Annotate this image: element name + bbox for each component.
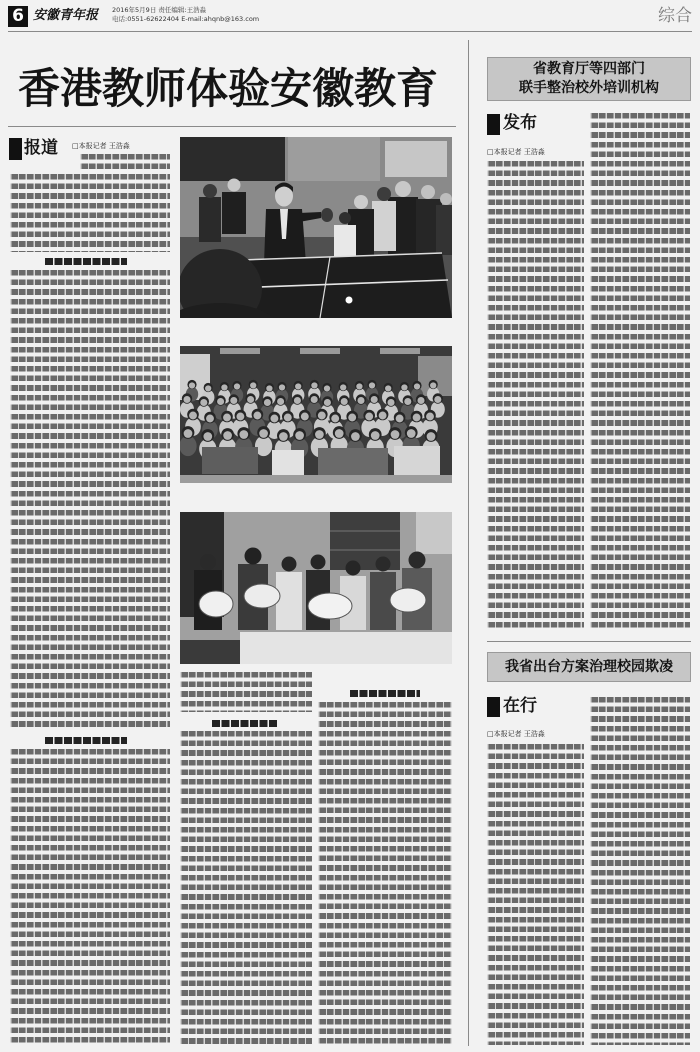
fan [390, 588, 426, 612]
article-subheading [45, 258, 127, 265]
fan [244, 584, 280, 608]
person-body [276, 572, 302, 630]
person-face [331, 415, 339, 423]
person-face [206, 415, 214, 423]
person-face [391, 430, 400, 439]
article-text-column [180, 672, 312, 712]
paddle [321, 208, 333, 222]
banner [318, 448, 388, 475]
person-head [311, 555, 326, 570]
person-face [427, 432, 436, 441]
issue-info [112, 6, 259, 24]
issue-date-editor: 2016年5月9日 责任编辑:王浩淼 [112, 6, 207, 14]
ceiling-light [220, 348, 260, 354]
article-text-column [10, 270, 170, 731]
article-text-column [590, 113, 690, 630]
photo-group [180, 346, 452, 483]
table-shadow [180, 640, 240, 664]
person-face [295, 383, 301, 389]
article-text-column [10, 174, 170, 252]
person-face [371, 396, 378, 403]
person-face [200, 399, 207, 406]
main-headline: 香港教师体验安徽教育 [18, 64, 439, 113]
person-face [396, 415, 404, 423]
article-separator [487, 641, 691, 642]
wall-panel [288, 137, 380, 181]
window [385, 141, 447, 177]
person-head [282, 557, 297, 572]
person-face [295, 431, 304, 440]
person-face [223, 414, 231, 422]
main-article-byline: □本报记者 王浩淼 [72, 142, 130, 150]
side-headline-1-line2: 联手整治校外培训机构 [519, 80, 659, 96]
banner [394, 446, 440, 476]
person-face [239, 430, 248, 439]
person-face [270, 415, 278, 423]
person-face [250, 382, 256, 388]
person-face [223, 431, 232, 440]
column-separator [468, 40, 469, 1046]
person-face [253, 412, 261, 420]
person-face [247, 396, 254, 403]
person-face [189, 412, 197, 420]
issue-contact: 电话:0551-62622404 E-mail:ahqnb@163.com [112, 15, 260, 23]
person-head [409, 552, 426, 569]
page-number: 6 [8, 6, 28, 27]
side-article-1-label: 发布 [503, 113, 537, 133]
person-face [324, 385, 330, 391]
main-article-label: 报道 [24, 138, 58, 158]
person-head [395, 181, 411, 197]
article-subheading [350, 690, 420, 697]
article-text-column [590, 697, 690, 1045]
person-face [357, 397, 364, 404]
person-face [369, 382, 375, 388]
person-face [401, 384, 407, 390]
person-face [434, 396, 441, 403]
person-face [365, 413, 373, 421]
ping-pong-ball [346, 297, 353, 304]
person-face [335, 429, 344, 438]
person-face [264, 399, 271, 406]
person-face [221, 384, 227, 390]
article-text-column [487, 161, 584, 630]
person-face [315, 430, 324, 439]
side-headline-1 [487, 57, 691, 101]
person-face [414, 383, 420, 389]
article-text-column [80, 154, 170, 173]
person-face [324, 399, 331, 406]
side-article-1-byline: □本报记者 王浩淼 [487, 148, 545, 156]
photo-fans [180, 512, 452, 664]
article-text-column [318, 702, 452, 1045]
side-headline-1-line1: 省教育厅等四部门 [533, 61, 645, 77]
article-text-column [180, 731, 312, 1045]
article-subheading [45, 737, 127, 744]
person-face [348, 414, 356, 422]
person-head [376, 557, 391, 572]
person-head [440, 193, 452, 205]
banner [202, 447, 258, 474]
person-face [387, 399, 394, 406]
person-head [377, 187, 391, 201]
person-face [279, 432, 288, 441]
person-face [203, 432, 212, 441]
side-article-2-label: 在行 [503, 696, 537, 716]
section-title: 综合 [658, 6, 692, 26]
fan [308, 593, 352, 619]
section-label-box [9, 138, 22, 160]
person-face [407, 429, 416, 438]
banner [272, 450, 304, 475]
person-face [379, 412, 387, 420]
person-head [228, 179, 241, 192]
person-face [301, 413, 309, 421]
person-face [277, 398, 284, 405]
person-head [200, 554, 216, 570]
newspaper-name: 安徽青年报 [33, 8, 99, 23]
ceiling-light [300, 348, 340, 354]
person-face [284, 414, 292, 422]
article-text-column [10, 749, 170, 1045]
person-face [413, 414, 421, 422]
person-face [217, 398, 224, 405]
person-face [318, 412, 326, 420]
person-face [234, 383, 240, 389]
person-face [183, 396, 190, 403]
person-head [346, 561, 361, 576]
person-face [385, 385, 391, 391]
person-face [351, 432, 360, 441]
person-face [426, 413, 434, 421]
person-face [311, 382, 317, 388]
person-face [356, 383, 362, 389]
person-face [430, 382, 436, 388]
ceiling-light [380, 348, 420, 354]
person-face [417, 397, 424, 404]
person-body [372, 201, 396, 251]
person-body [199, 197, 221, 242]
photo-table-tennis [180, 137, 452, 318]
person-face [404, 398, 411, 405]
side-article-2-byline: □本报记者 王浩淼 [487, 730, 545, 738]
person-head [421, 185, 435, 199]
person-head [354, 195, 368, 209]
window [416, 512, 452, 554]
person-face [371, 431, 380, 440]
table [240, 632, 452, 664]
person-face [259, 429, 268, 438]
person-face [266, 385, 272, 391]
header-rule [8, 31, 692, 32]
floor [180, 475, 452, 483]
person-face [189, 382, 195, 388]
person-head [339, 212, 351, 224]
headline-rule [8, 126, 456, 127]
person-face [230, 397, 237, 404]
person-head [203, 184, 217, 198]
person-face [205, 385, 211, 391]
person-face [294, 397, 301, 404]
blackboard [180, 137, 285, 181]
person-face [184, 429, 193, 438]
person-head [245, 548, 262, 565]
person-body [436, 205, 452, 255]
person-body [222, 192, 246, 234]
section-label-box [487, 697, 500, 717]
fan [199, 591, 233, 617]
article-text-column [487, 744, 584, 1045]
person-face [341, 398, 348, 405]
person-face [340, 384, 346, 390]
person-face [236, 413, 244, 421]
article-subheading [212, 720, 278, 727]
section-label-box [487, 114, 500, 135]
side-headline-2: 我省出台方案治理校园欺凌 [487, 652, 691, 682]
person-face [279, 384, 285, 390]
person-face [311, 396, 318, 403]
